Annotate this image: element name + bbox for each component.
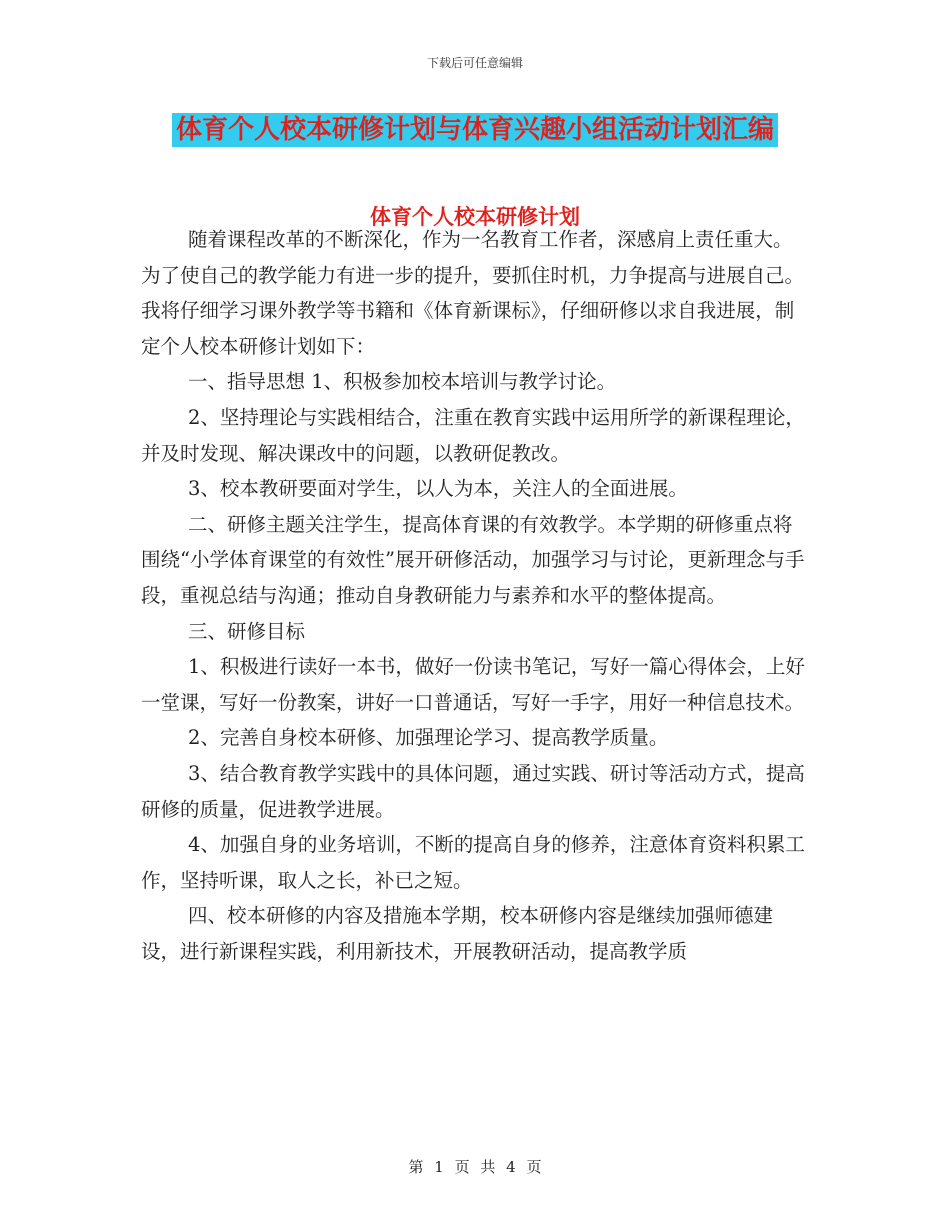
main-title: 体育个人校本研修计划与体育兴趣小组活动计划汇编 bbox=[172, 113, 778, 147]
paragraph: 2、坚持理论与实践相结合，注重在教育实践中运用所学的新课程理论，并及时发现、解决课改中的问题，以教研促教改。 bbox=[141, 405, 805, 465]
section-title: 体育个人校本研修计划 bbox=[370, 204, 580, 229]
paragraph: 随着课程改革的不断深化，作为一名教育工作者，深感肩上责任重大。为了使自己的教学能力有进一步的提升，要抓住时机，力争提高与进展自己。我将仔细学习课外教学等书籍和《体育新课标》，仔细研修以求自我进展，制定个人校本研修计划如下： bbox=[141, 228, 805, 358]
paragraph: 3、结合教育教学实践中的具体问题，通过实践、研讨等活动方式，提高研修的质量，促进教学进展。 bbox=[141, 761, 805, 821]
paragraph: 一、指导思想 1、积极参加校本培训与教学讨论。 bbox=[188, 370, 617, 394]
paragraph: 三、研修目标 bbox=[188, 619, 306, 643]
header-note: 下载后可任意编辑 bbox=[426, 56, 523, 70]
paragraph: 四、校本研修的内容及措施本学期，校本研修内容是继续加强师德建设，进行新课程实践，利用新技术，开展教研活动，提高教学质 bbox=[141, 904, 774, 963]
paragraph: 3、校本教研要面对学生，以人为本，关注人的全面进展。 bbox=[188, 477, 688, 501]
page-footer: 第 1 页 共 4 页 bbox=[408, 1158, 542, 1176]
paragraph: 2、完善自身校本研修、加强理论学习、提高教学质量。 bbox=[188, 726, 669, 750]
document-body bbox=[141, 222, 811, 969]
paragraph: 1、积极进行读好一本书，做好一份读书笔记，写好一篇心得体会，上好一堂课，写好一份教案，讲好一口普通话，写好一手字，用好一种信息技术。 bbox=[141, 655, 805, 714]
main-title-wrap bbox=[0, 113, 950, 147]
paragraph: 二、研修主题关注学生，提高体育课的有效教学。本学期的研修重点将围绕“小学体育课堂的有效性”展开研修活动，加强学习与讨论，更新理念与手段，重视总结与沟通；推动自身教研能力与素养和水平的整体提高。 bbox=[141, 512, 805, 607]
paragraph: 4、加强自身的业务培训，不断的提高自身的修养，注意体育资料积累工作，坚持听课，取人之长，补已之短。 bbox=[141, 833, 805, 892]
